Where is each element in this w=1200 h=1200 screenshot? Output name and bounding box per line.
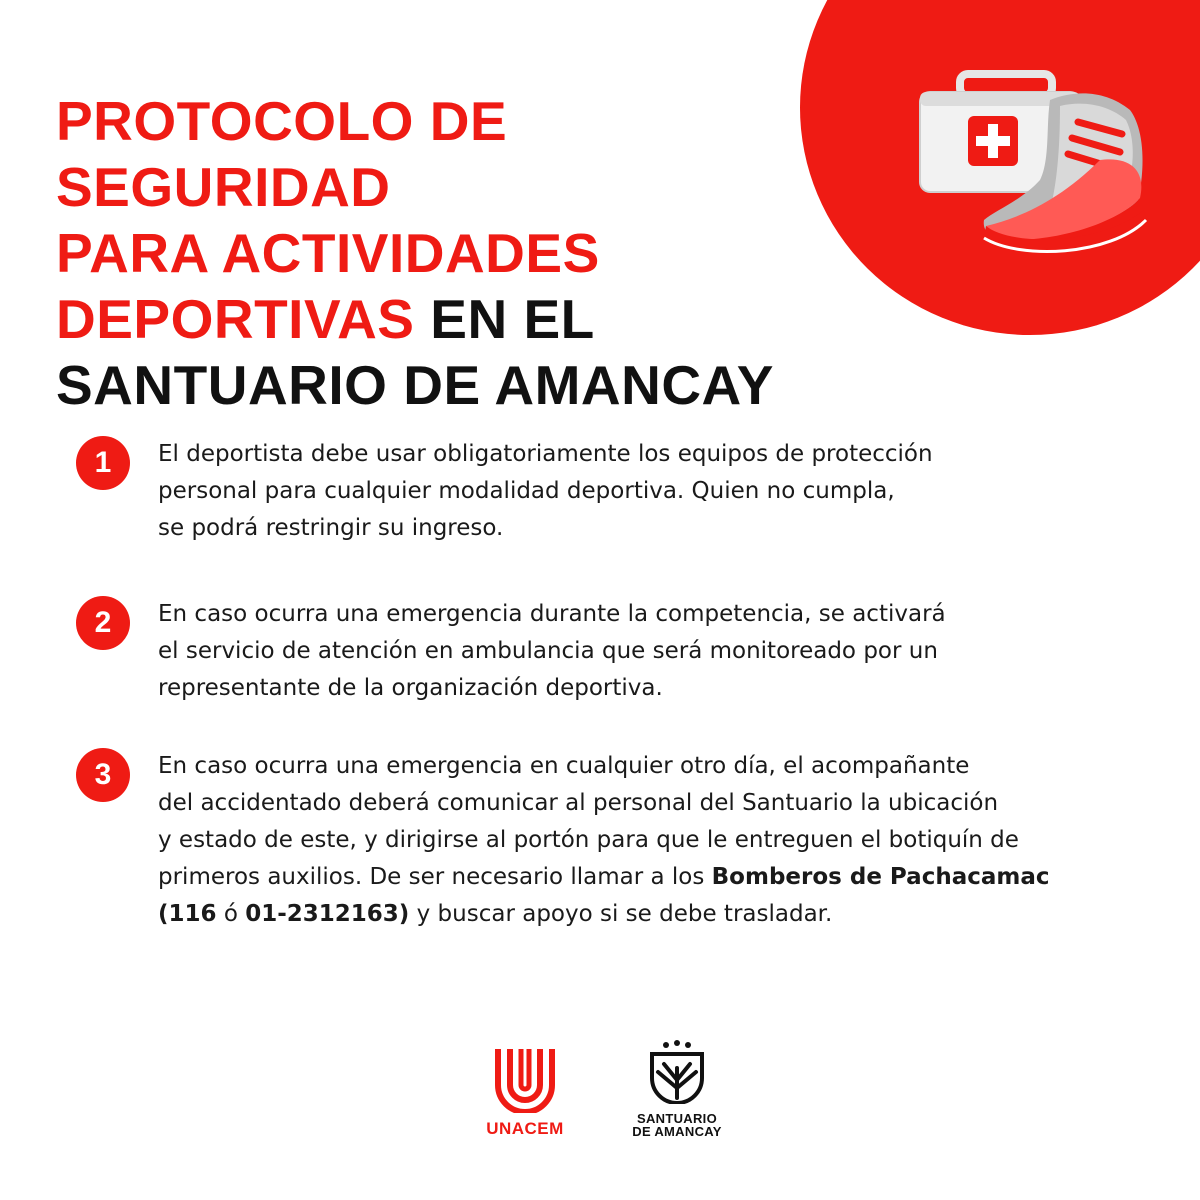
santuario-logo-icon — [644, 1040, 710, 1104]
item-text-line: se podrá restringir su ingreso. — [158, 515, 504, 541]
item-text-line: El deportista debe usar obligatoriamente los equipos de protección — [158, 441, 933, 467]
item-number-badge: 3 — [76, 748, 130, 802]
title-line-1: PROTOCOLO DE SEGURIDAD — [56, 90, 508, 218]
title-line-4: SANTUARIO DE AMANCAY — [56, 354, 774, 416]
unacem-logo-icon — [490, 1045, 560, 1113]
item-number-badge: 1 — [76, 436, 130, 490]
santuario-logo-text — [618, 1112, 736, 1138]
item-text-line: primeros auxilios. De ser necesario llamar a los — [158, 864, 712, 890]
item-text — [158, 436, 1138, 547]
first-aid-sneaker-illustration — [900, 60, 1160, 260]
item-text-line: representante de la organización deportiva. — [158, 675, 663, 701]
page-title — [56, 88, 816, 418]
item-text-fragment: ó — [216, 901, 246, 927]
item-text — [158, 596, 1138, 707]
phone-number-1: (116 — [158, 901, 217, 927]
title-line-3-black: EN EL — [414, 288, 595, 350]
item-text-line: personal para cualquier modalidad deportiva. Quien no cumpla, — [158, 478, 895, 504]
item-text-line: del accidentado deberá comunicar al personal del Santuario la ubicación — [158, 790, 999, 816]
unacem-logo-text: UNACEM — [486, 1119, 564, 1138]
item-text-line: En caso ocurra una emergencia durante la competencia, se activará — [158, 601, 946, 627]
item-text — [158, 748, 1138, 933]
title-line-2: PARA ACTIVIDADES — [56, 222, 600, 284]
title-line-3-red: DEPORTIVAS — [56, 288, 415, 350]
santuario-logo-line-2: DE AMANCAY — [632, 1124, 722, 1139]
santuario-logo-line-1: SANTUARIO — [637, 1111, 717, 1126]
unacem-logo — [480, 1045, 570, 1139]
item-text-line: En caso ocurra una emergencia en cualquier otro día, el acompañante — [158, 753, 970, 779]
firefighters-name: Bomberos de Pachacamac — [711, 864, 1050, 890]
item-text-fragment: y buscar apoyo si se debe trasladar. — [409, 901, 833, 927]
phone-number-2: 01-2312163) — [245, 901, 410, 927]
item-number-badge: 2 — [76, 596, 130, 650]
item-text-line: el servicio de atención en ambulancia que será monitoreado por un — [158, 638, 938, 664]
santuario-logo — [618, 1040, 736, 1138]
item-text-line: y estado de este, y dirigirse al portón para que le entreguen el botiquín de — [158, 827, 1019, 853]
